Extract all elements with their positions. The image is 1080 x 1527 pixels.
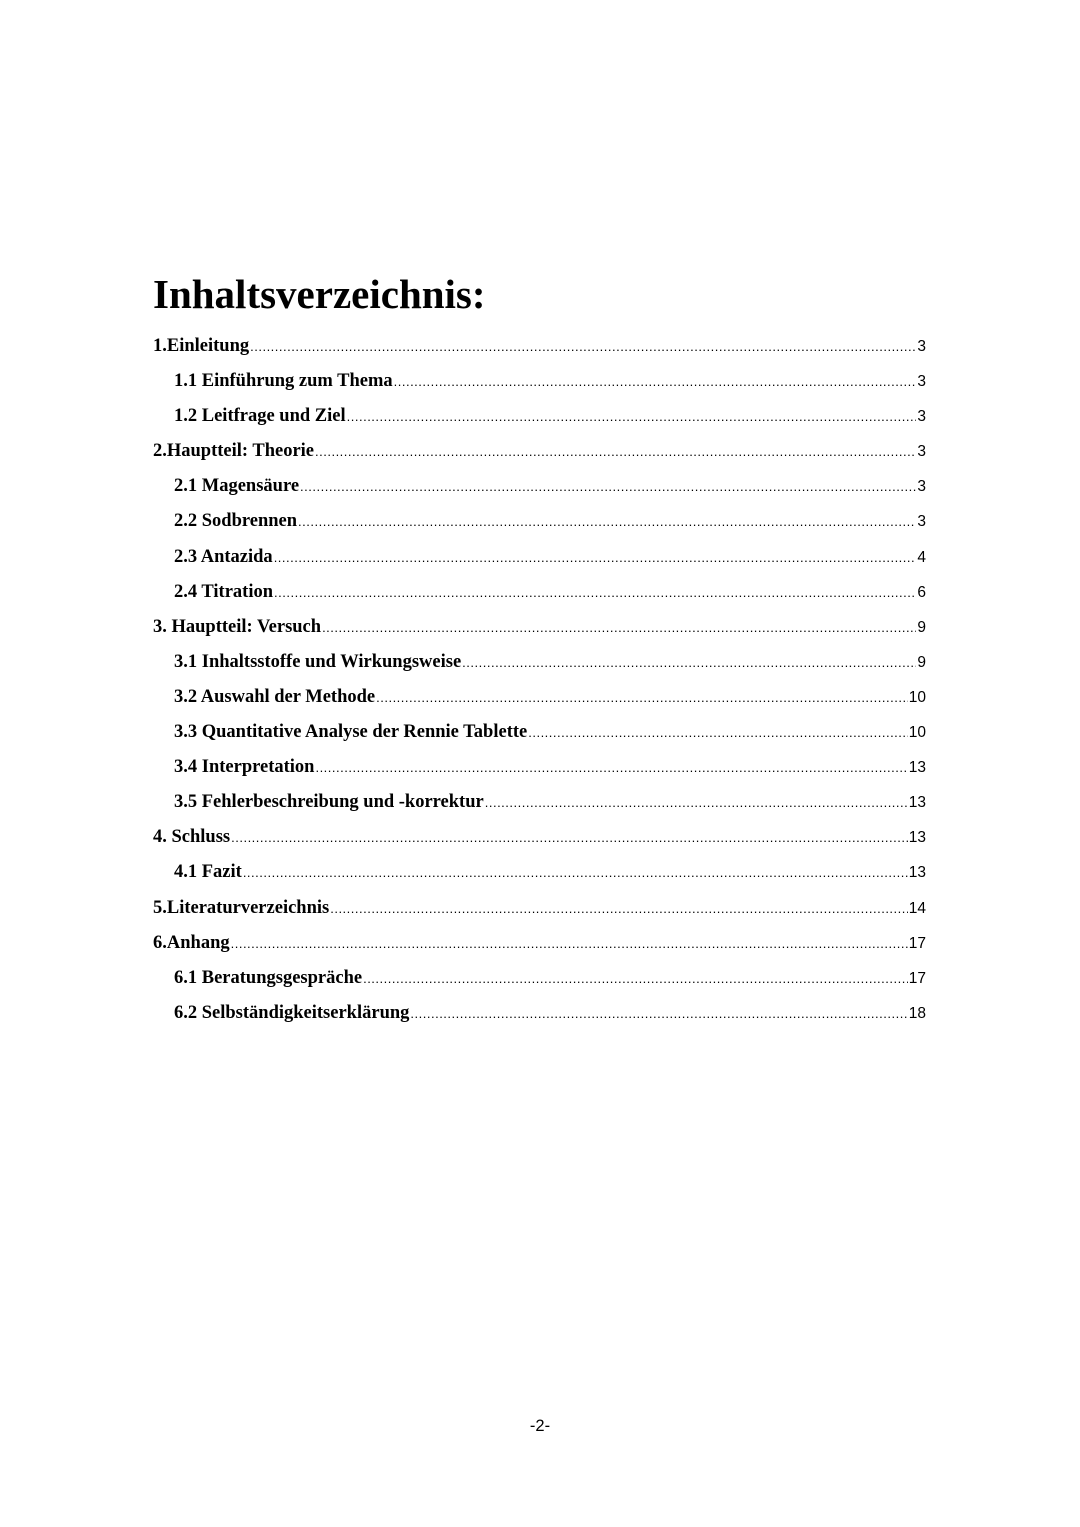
toc-entry-label: 1.Einleitung <box>153 336 250 356</box>
toc-entry-page: 3 <box>917 408 926 426</box>
toc-entry-page: 3 <box>917 373 926 391</box>
toc-entry[interactable] <box>153 891 926 926</box>
toc-dot-leader <box>250 329 916 364</box>
toc-entry-label: 5.Literaturverzeichnis <box>153 897 330 918</box>
toc-dot-leader <box>394 364 917 399</box>
toc-dot-leader <box>347 399 917 434</box>
toc-entry-label: 6.1 Beratungsgespräche <box>174 967 363 988</box>
toc-entry-page: 4 <box>917 548 926 566</box>
toc-dot-leader <box>315 434 916 469</box>
toc-entry-page: 3 <box>917 513 926 531</box>
toc-dot-leader <box>231 926 908 961</box>
toc-entry-label: 2.4 Titration <box>174 581 274 602</box>
toc-title: Inhaltsverzeichnis: <box>153 271 486 317</box>
toc-entry-page: 9 <box>917 618 926 636</box>
toc-dot-leader <box>485 785 908 820</box>
toc-entry-page: 14 <box>908 899 926 917</box>
toc-entry-page: 10 <box>908 724 926 742</box>
page-number: -2- <box>529 1417 551 1435</box>
toc-entry-page: 13 <box>908 864 926 882</box>
toc-entry[interactable] <box>153 645 926 680</box>
toc-dot-leader <box>410 996 907 1031</box>
toc-entry-page: 13 <box>908 829 926 847</box>
toc-entry[interactable] <box>153 715 926 750</box>
toc-entry-page: 3 <box>917 478 926 496</box>
toc-entry[interactable] <box>153 996 926 1031</box>
toc-entry-label: 4. Schluss <box>153 827 231 848</box>
toc-entry-page: 10 <box>908 688 926 706</box>
toc-entry[interactable] <box>153 855 926 890</box>
toc-entry[interactable] <box>153 680 926 715</box>
toc-entry[interactable] <box>153 434 926 469</box>
toc-entry[interactable] <box>153 610 926 645</box>
toc-entry[interactable] <box>153 575 926 610</box>
toc-entry[interactable] <box>153 504 926 539</box>
toc-dot-leader <box>274 540 917 575</box>
toc-entry-label: 3.5 Fehlerbeschreibung und -korrektur <box>174 792 484 813</box>
toc-entry-page: 17 <box>908 934 926 952</box>
toc-dot-leader <box>363 961 908 996</box>
toc-entry-page: 13 <box>908 759 926 777</box>
table-of-contents <box>153 329 926 1031</box>
toc-dot-leader <box>322 610 916 645</box>
toc-entry-page: 13 <box>908 794 926 812</box>
toc-entry-label: 1.1 Einführung zum Thema <box>174 371 393 392</box>
toc-entry-label: 3.1 Inhaltsstoffe und Wirkungsweise <box>174 651 462 672</box>
toc-entry-label: 4.1 Fazit <box>174 862 242 883</box>
toc-entry-page: 3 <box>917 338 926 355</box>
toc-entry-label: 2.1 Magensäure <box>174 476 300 497</box>
toc-entry-page: 3 <box>917 443 926 461</box>
toc-dot-leader <box>528 715 908 750</box>
toc-dot-leader <box>376 680 908 715</box>
toc-entry-label: 6.2 Selbständigkeitserklärung <box>174 1002 410 1023</box>
toc-entry-label: 2.Hauptteil: Theorie <box>153 441 315 462</box>
toc-dot-leader <box>330 891 908 926</box>
toc-entry-label: 3.3 Quantitative Analyse der Rennie Tablette <box>174 722 528 743</box>
toc-entry-label: 1.2 Leitfrage und Ziel <box>174 406 346 427</box>
toc-entry[interactable] <box>153 399 926 434</box>
toc-entry[interactable] <box>153 926 926 961</box>
toc-dot-leader <box>243 855 908 890</box>
toc-entry-page: 6 <box>917 583 926 601</box>
toc-entry-label: 6.Anhang <box>153 932 230 953</box>
toc-entry[interactable] <box>153 961 926 996</box>
toc-entry[interactable] <box>153 750 926 785</box>
toc-entry-page: 17 <box>908 969 926 987</box>
toc-entry[interactable] <box>153 540 926 575</box>
toc-entry-page: 9 <box>917 653 926 671</box>
toc-dot-leader <box>462 645 916 680</box>
toc-dot-leader <box>298 504 916 539</box>
toc-entry-page: 18 <box>908 1004 926 1022</box>
toc-entry-label: 2.3 Antazida <box>174 546 273 567</box>
toc-entry-label: 3.4 Interpretation <box>174 757 315 778</box>
toc-entry-label: 3.2 Auswahl der Methode <box>174 686 376 707</box>
toc-entry[interactable] <box>153 469 926 504</box>
toc-dot-leader <box>300 469 916 504</box>
toc-entry[interactable] <box>153 329 926 364</box>
toc-dot-leader <box>231 820 908 855</box>
toc-entry[interactable] <box>153 820 926 855</box>
toc-entry-label: 2.2 Sodbrennen <box>174 511 298 532</box>
toc-dot-leader <box>274 575 916 610</box>
toc-entry[interactable] <box>153 785 926 820</box>
toc-entry[interactable] <box>153 364 926 399</box>
toc-entry-label: 3. Hauptteil: Versuch <box>153 616 322 637</box>
toc-dot-leader <box>315 750 907 785</box>
